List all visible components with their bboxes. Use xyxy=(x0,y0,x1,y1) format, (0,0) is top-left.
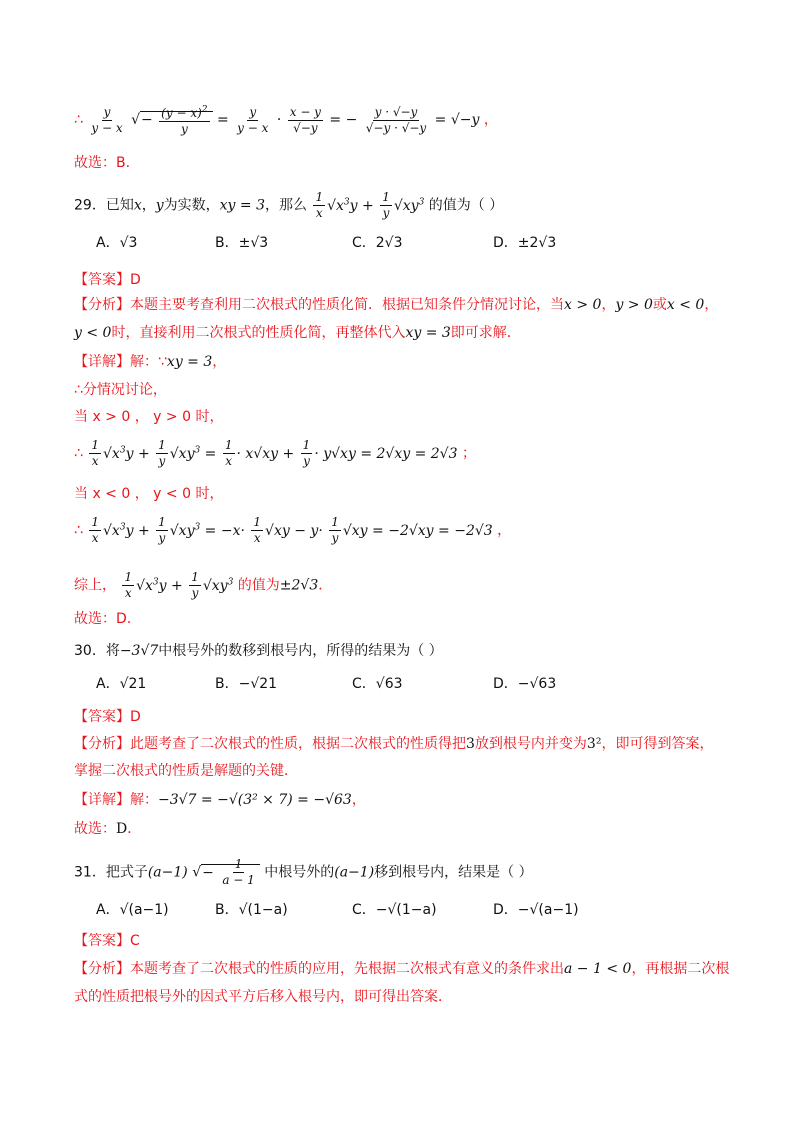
q28-conclusion: 故选：B. xyxy=(74,155,131,171)
q30-option-d[interactable]: D．−√63 xyxy=(493,676,557,692)
q30-option-b[interactable]: B．−√21 xyxy=(215,676,278,692)
q31-option-b[interactable]: B．√(1−a) xyxy=(215,902,288,918)
q31-option-d[interactable]: D．−√(a−1) xyxy=(493,902,579,918)
q31-analysis-line2: 式的性质把根号外的因式平方后移入根号内，即可得出答案． xyxy=(74,989,452,1005)
q29-answer: 【答案】D xyxy=(74,272,141,288)
q29-detail: 【详解】解：∵xy = 3， xyxy=(74,354,227,370)
q29-analysis-line2: y < 0时，直接利用二次根式的性质化简，再整体代入xy = 3即可求解． xyxy=(74,325,521,341)
q29-option-d[interactable]: D．±2√3 xyxy=(493,235,557,251)
q29-case-intro: ∴分情况讨论， xyxy=(74,382,167,398)
q31-option-c[interactable]: C．−√(1−a) xyxy=(352,902,437,918)
q29-summary: 综上， $\frac{1}{x}$ $√x^3y$ + $\frac{1}{y}$ $√xy^3$ 的值为±2√3． xyxy=(74,570,333,600)
q30-stem: 30．将−3√7中根号外的数移到根号内，所得的结果为（ ） xyxy=(74,643,443,659)
q30-option-c[interactable]: C．√63 xyxy=(352,676,403,692)
q29-stem: 29．已知x，y为实数，xy = 3，那么 $\frac{1}{x}$ $√x^3y$ + $\frac{1}{y}$ $√xy^3$ 的值为（ ） xyxy=(74,190,504,220)
q29-case2-equation: ∴ $\frac{1}{x}$ $√x^3y$ + $\frac{1}{y}$ $√xy^3 = -x\cdot$ $\frac{1}{x}$ √xy − y· $\frac{1}{y}$ √xy = −2√xy = −2√3 ， xyxy=(74,515,512,545)
q30-detail: 【详解】解：−3√7 = −√(3² × 7) = −√63， xyxy=(74,792,366,808)
q31-answer: 【答案】C xyxy=(74,933,140,949)
q31-option-a[interactable]: A．√(a−1) xyxy=(96,902,169,918)
q29-case2: 当 x < 0 ， y < 0 时， xyxy=(74,486,224,502)
q30-conclusion: 故选：D． xyxy=(74,821,142,837)
q29-option-b[interactable]: B．±√3 xyxy=(215,235,269,251)
q30-analysis-line2: 掌握二次根式的性质是解题的关键． xyxy=(74,763,298,779)
q31-analysis-line1: 【分析】本题考查了二次根式的性质的应用，先根据二次根式有意义的条件求出a − 1 < 0，再根据二次根 xyxy=(74,961,730,977)
q30-answer: 【答案】D xyxy=(74,709,141,725)
q31-stem: 31．把式子(a−1) √− $\frac{1}{a - 1}$ 中根号外的(a−1)移到根号内，结果是（ ） xyxy=(74,857,533,887)
q29-case1: 当 x > 0 ， y > 0 时， xyxy=(74,409,224,425)
q28-derivation: ∴ $\frac{y}{y - x}$ √− $\frac{(y - x)^2}{y}$ = $\frac{y}{y - x}$ · $\frac{x - y}{√-y}$ = − $\frac{y \cdot √-y}{√-y \cdot √-y}$ = √−y ， xyxy=(74,104,498,136)
q30-option-a[interactable]: A．√21 xyxy=(96,676,147,692)
q30-analysis-line1: 【分析】此题考查了二次根式的性质，根据二次根式的性质得把3放到根号内并变为3²，即可得到答案， xyxy=(74,736,714,752)
q29-option-a[interactable]: A．√3 xyxy=(96,235,138,251)
q29-conclusion: 故选：D. xyxy=(74,611,132,627)
q29-analysis-line1: 【分析】本题主要考查利用二次根式的性质化简．根据已知条件分情况讨论，当x > 0，y > 0或x < 0， xyxy=(74,297,719,313)
q29-option-c[interactable]: C．2√3 xyxy=(352,235,403,251)
q29-case1-equation: ∴ $\frac{1}{x}$ $√x^3y$ + $\frac{1}{y}$ $√xy^3$ = $\frac{1}{x}$ · x√xy + $\frac{1}{y}$ · y√xy = 2√xy = 2√3 ； xyxy=(74,438,476,468)
